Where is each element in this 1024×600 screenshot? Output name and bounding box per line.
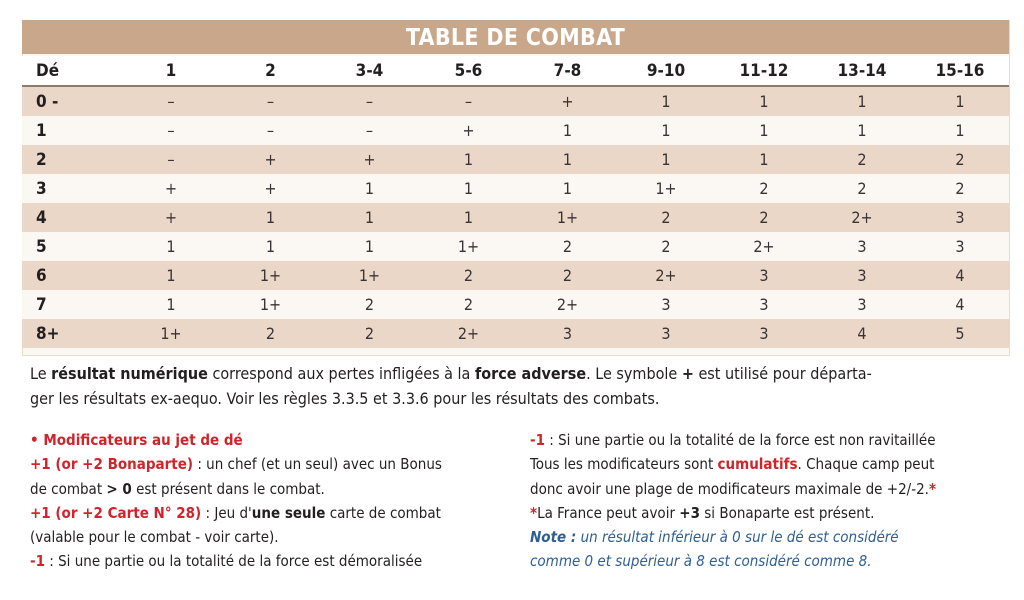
result-cell: – bbox=[221, 86, 320, 116]
result-cell: 1 bbox=[320, 232, 419, 261]
result-cell: 1+ bbox=[419, 232, 518, 261]
result-cell: 1 bbox=[813, 116, 911, 145]
table-row bbox=[22, 174, 1009, 203]
result-cell: – bbox=[121, 145, 221, 174]
result-cell: 1 bbox=[221, 232, 320, 261]
result-cell: 2 bbox=[320, 319, 419, 348]
bold-term: > 0 bbox=[106, 479, 132, 498]
table-row bbox=[22, 86, 1009, 116]
result-cell: + bbox=[320, 145, 419, 174]
result-cell: 2 bbox=[518, 232, 617, 261]
result-cell: 2 bbox=[320, 290, 419, 319]
result-cell: 4 bbox=[911, 261, 1009, 290]
result-cell: 1 bbox=[617, 145, 715, 174]
text: La France peut avoir bbox=[537, 503, 680, 522]
result-cell: 4 bbox=[911, 290, 1009, 319]
modifier-value: -1 bbox=[30, 552, 45, 571]
dice-note-cont: comme 0 et supérieur à 8 est considéré comme 8. bbox=[530, 552, 872, 571]
result-cell: 3 bbox=[911, 232, 1009, 261]
text: un résultat inférieur à 0 sur le dé est considéré bbox=[576, 528, 899, 547]
result-cell: 1+ bbox=[221, 261, 320, 290]
column-header: 11-12 bbox=[715, 56, 813, 86]
note-label: Note : bbox=[530, 528, 577, 547]
die-roll-label: 3 bbox=[22, 174, 121, 203]
die-column-header: Dé bbox=[22, 56, 121, 86]
text: de combat bbox=[30, 479, 107, 498]
result-cell: 3 bbox=[911, 203, 1009, 232]
text: correspond aux pertes infligées à la bbox=[207, 364, 475, 383]
result-cell: 2 bbox=[419, 261, 518, 290]
table-row bbox=[22, 145, 1009, 174]
result-cell: 2 bbox=[419, 290, 518, 319]
result-cell: 1 bbox=[911, 86, 1009, 116]
result-cell: + bbox=[419, 116, 518, 145]
result-cell: 1 bbox=[121, 261, 221, 290]
explanation-line-1 bbox=[30, 361, 1005, 386]
text: si Bonaparte est présent. bbox=[699, 503, 875, 522]
bold-term: cumulatifs bbox=[717, 455, 798, 474]
result-cell: 1 bbox=[518, 174, 617, 203]
result-cell: 1 bbox=[419, 174, 518, 203]
text: Le bbox=[30, 364, 52, 383]
column-header: 15-16 bbox=[911, 56, 1009, 86]
result-cell: 1 bbox=[419, 145, 518, 174]
column-header: 9-10 bbox=[617, 56, 715, 86]
result-cell: 3 bbox=[813, 232, 911, 261]
dice-note bbox=[530, 525, 1015, 549]
modifier-card bbox=[30, 501, 510, 525]
result-cell: 1 bbox=[221, 203, 320, 232]
result-cell: 2 bbox=[221, 319, 320, 348]
text: Tous les modificateurs sont bbox=[530, 455, 718, 474]
table-row bbox=[22, 290, 1009, 319]
result-cell: 1 bbox=[419, 203, 518, 232]
modifiers-left-column bbox=[30, 428, 510, 574]
table-title: TABLE DE COMBAT bbox=[405, 25, 626, 51]
result-cell: 2 bbox=[617, 232, 715, 261]
text: carte de combat bbox=[325, 503, 441, 522]
text: : un chef (et un seul) avec un Bonus bbox=[193, 455, 442, 474]
bold-term: +3 bbox=[679, 503, 700, 522]
result-cell: – bbox=[320, 86, 419, 116]
result-cell: 1+ bbox=[320, 261, 419, 290]
result-cell: + bbox=[121, 203, 221, 232]
text: est présent dans le combat. bbox=[131, 479, 325, 498]
result-cell: 3 bbox=[715, 261, 813, 290]
result-cell: 1 bbox=[911, 116, 1009, 145]
text: : Jeu d' bbox=[201, 503, 252, 522]
result-cell: 2+ bbox=[419, 319, 518, 348]
text: . Chaque camp peut bbox=[797, 455, 935, 474]
explanation-line-2: ger les résultats ex-aequo. Voir les règles 3.3.5 et 3.3.6 pour les résultats des combats. bbox=[30, 389, 660, 408]
modifier-value: +1 (or +2 Bonaparte) bbox=[30, 455, 194, 474]
result-cell: + bbox=[221, 145, 320, 174]
result-cell: 1+ bbox=[617, 174, 715, 203]
result-cell: 2 bbox=[715, 174, 813, 203]
cumulative-line-cont bbox=[530, 477, 1015, 501]
text: . Le symbole bbox=[586, 364, 682, 383]
result-cell: – bbox=[121, 116, 221, 145]
result-cell: 1 bbox=[617, 86, 715, 116]
table-row bbox=[22, 232, 1009, 261]
result-cell: 1 bbox=[715, 116, 813, 145]
result-cell: 1+ bbox=[121, 319, 221, 348]
result-cell: 1 bbox=[320, 203, 419, 232]
result-cell: 2 bbox=[518, 261, 617, 290]
result-cell: 3 bbox=[617, 319, 715, 348]
combat-table bbox=[22, 56, 1009, 348]
table-row bbox=[22, 261, 1009, 290]
modifier-value: +1 (or +2 Carte N° 28) bbox=[30, 503, 202, 522]
modifier-leader-cont bbox=[30, 477, 510, 501]
column-header: 1 bbox=[121, 56, 221, 86]
result-cell: 2+ bbox=[813, 203, 911, 232]
result-cell: 2+ bbox=[715, 232, 813, 261]
result-cell: 3 bbox=[518, 319, 617, 348]
asterisk: * bbox=[530, 503, 538, 522]
cumulative-line bbox=[530, 452, 1015, 476]
text: : Si une partie ou la totalité de la force est démoralisée bbox=[45, 552, 423, 571]
result-cell: 3 bbox=[715, 319, 813, 348]
column-header: 7-8 bbox=[518, 56, 617, 86]
text: est utilisé pour départa- bbox=[693, 364, 872, 383]
modifier-value: -1 bbox=[530, 431, 545, 449]
text: donc avoir une plage de modificateurs maximale de +2/-2. bbox=[530, 479, 929, 498]
result-cell: 1+ bbox=[518, 203, 617, 232]
result-cell: 1 bbox=[121, 290, 221, 319]
result-cell: 3 bbox=[813, 290, 911, 319]
result-cell: 2+ bbox=[518, 290, 617, 319]
combat-table-body bbox=[22, 86, 1009, 348]
result-cell: 1 bbox=[813, 86, 911, 116]
column-header: 3-4 bbox=[320, 56, 419, 86]
table-row bbox=[22, 203, 1009, 232]
result-cell: – bbox=[419, 86, 518, 116]
column-header: 5-6 bbox=[419, 56, 518, 86]
modifier-leader bbox=[30, 452, 510, 476]
bold-term: force adverse bbox=[474, 364, 587, 383]
bold-term: une seule bbox=[251, 503, 326, 522]
result-explanation bbox=[30, 361, 1005, 411]
result-cell: 1 bbox=[518, 116, 617, 145]
result-cell: 3 bbox=[813, 261, 911, 290]
result-cell: 1 bbox=[121, 232, 221, 261]
plus-symbol: + bbox=[681, 364, 694, 383]
table-row bbox=[22, 319, 1009, 348]
result-cell: – bbox=[221, 116, 320, 145]
result-cell: 2 bbox=[715, 203, 813, 232]
die-roll-label: 8+ bbox=[22, 319, 121, 348]
result-cell: + bbox=[121, 174, 221, 203]
modifier-unsupplied bbox=[530, 428, 1015, 452]
result-cell: 1 bbox=[715, 86, 813, 116]
result-cell: 1+ bbox=[221, 290, 320, 319]
result-cell: 2 bbox=[911, 145, 1009, 174]
text: : Si une partie ou la totalité de la force est non ravitaillée bbox=[545, 431, 936, 449]
result-cell: 1 bbox=[617, 116, 715, 145]
die-roll-label: 4 bbox=[22, 203, 121, 232]
result-cell: 1 bbox=[518, 145, 617, 174]
die-roll-label: 0 - bbox=[22, 86, 121, 116]
modifiers-right-column bbox=[530, 428, 1015, 574]
modifiers-heading: • Modificateurs au jet de dé bbox=[30, 431, 243, 449]
result-cell: 2 bbox=[813, 174, 911, 203]
bold-term: résultat numérique bbox=[51, 364, 208, 383]
die-roll-label: 6 bbox=[22, 261, 121, 290]
modifier-demoralized bbox=[30, 549, 510, 573]
result-cell: 2 bbox=[617, 203, 715, 232]
column-header: 2 bbox=[221, 56, 320, 86]
modifier-card-cont: (valable pour le combat - voir carte). bbox=[30, 528, 279, 547]
result-cell: 4 bbox=[813, 319, 911, 348]
die-roll-label: 7 bbox=[22, 290, 121, 319]
result-cell: – bbox=[121, 86, 221, 116]
column-header: 13-14 bbox=[813, 56, 911, 86]
result-cell: 1 bbox=[715, 145, 813, 174]
header-row bbox=[22, 56, 1009, 86]
table-row bbox=[22, 116, 1009, 145]
result-cell: 5 bbox=[911, 319, 1009, 348]
die-roll-label: 5 bbox=[22, 232, 121, 261]
result-cell: + bbox=[221, 174, 320, 203]
die-roll-label: 1 bbox=[22, 116, 121, 145]
france-note bbox=[530, 501, 1015, 525]
result-cell: – bbox=[320, 116, 419, 145]
result-cell: 3 bbox=[715, 290, 813, 319]
result-cell: 2 bbox=[813, 145, 911, 174]
die-roll-label: 2 bbox=[22, 145, 121, 174]
result-cell: 1 bbox=[320, 174, 419, 203]
result-cell: 2 bbox=[911, 174, 1009, 203]
result-cell: 2+ bbox=[617, 261, 715, 290]
result-cell: 3 bbox=[617, 290, 715, 319]
result-cell: + bbox=[518, 86, 617, 116]
asterisk: * bbox=[928, 479, 937, 498]
